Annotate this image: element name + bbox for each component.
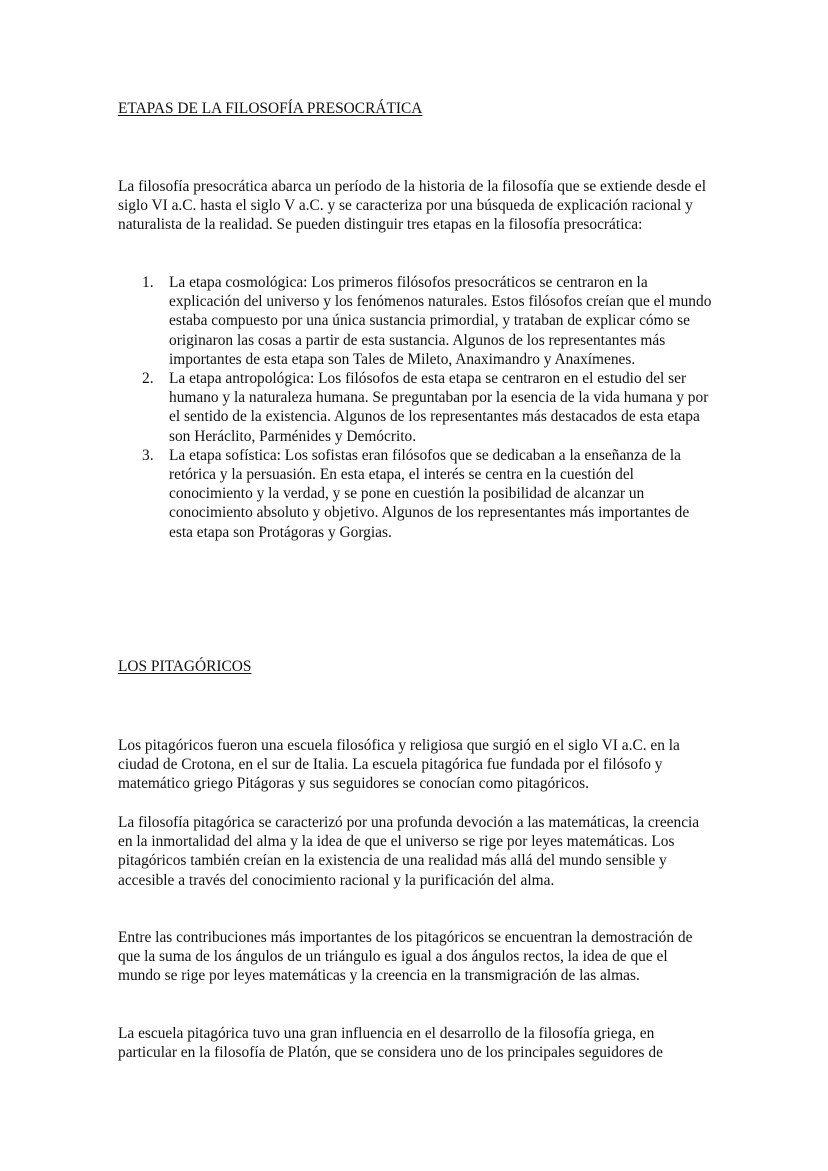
body-paragraph: Los pitagóricos fueron una escuela filosófica y religiosa que surgió en el siglo VI a.C. en la ciudad de Crotona, en el sur de Italia. La escuela pitagórica fue fundada por el filósofo y matemático griego Pitágoras y sus seguidores se conocían como pitagóricos.	[118, 737, 680, 793]
list-item-number: 2.	[142, 370, 154, 388]
list-item-text: La etapa antropológica: Los filósofos de esta etapa se centraron en el estudio del ser humano y la naturaleza humana. Se preguntaban por la esencia de la vida humana y por el sentido de la existencia. Algunos de los representantes más destacados de esta etapa son Heráclito, Parménides y Demócrito.	[169, 370, 709, 445]
body-paragraph: La escuela pitagórica tuvo una gran influencia en el desarrollo de la filosofía griega, en particular en la filosofía de Platón, que se considera uno de los principales seguidores de	[118, 1025, 663, 1062]
section-heading-pitagoricos: LOS PITAGÓRICOS	[118, 658, 252, 675]
list-item	[118, 369, 714, 446]
intro-paragraph: La filosofía presocrática abarca un período de la historia de la filosofía que se extiende desde el siglo VI a.C. hasta el siglo V a.C. y se caracteriza por una búsqueda de explicación racional y naturalista de la realidad. Se pueden distinguir tres etapas en la filosofía presocrática:	[118, 178, 707, 234]
list-item-number: 1.	[142, 274, 154, 291]
list-item	[118, 446, 714, 542]
list-item-number: 3.	[142, 446, 154, 464]
etapas-list	[118, 273, 714, 542]
body-paragraph: Entre las contribuciones más importantes de los pitagóricos se encuentran la demostración de que la suma de los ángulos de un triángulo es igual a dos ángulos rectos, la idea de que el mundo se rige por leyes matemáticas y la creencia en la transmigración de las almas.	[118, 929, 693, 985]
body-paragraph: La filosofía pitagórica se caracterizó por una profunda devoción a las matemáticas, la creencia en la inmortalidad del alma y la idea de que el universo se rige por leyes matemáticas. Los pitagóricos también creían en la existencia de una realidad más allá del mundo sensible y accesible a través del conocimiento racional y la purificación del alma.	[118, 814, 700, 889]
list-item-text: La etapa sofística: Los sofistas eran filósofos que se dedicaban a la enseñanza de la retórica y la persuasión. En esta etapa, el interés se centra en la cuestión del conocimiento y la verdad, y se pone en cuestión la posibilidad de alcanzar un conocimiento absoluto y objetivo. Algunos de los representantes más importantes de esta etapa son Protágoras y Gorgias.	[169, 446, 690, 541]
section-heading-etapas: ETAPAS DE LA FILOSOFÍA PRESOCRÁTICA	[118, 100, 423, 117]
list-item-text: La etapa cosmológica: Los primeros filósofos presocráticos se centraron en la explicación del universo y los fenómenos naturales. Estos filósofos creían que el mundo estaba compuesto por una única sustancia primordial, y trataban de explicar cómo se originaron las cosas a partir de esta sustancia. Algunos de los representantes más importantes de esta etapa son Tales de Mileto, Anaximandro y Anaxímenes.	[169, 274, 712, 368]
list-item	[118, 273, 714, 369]
